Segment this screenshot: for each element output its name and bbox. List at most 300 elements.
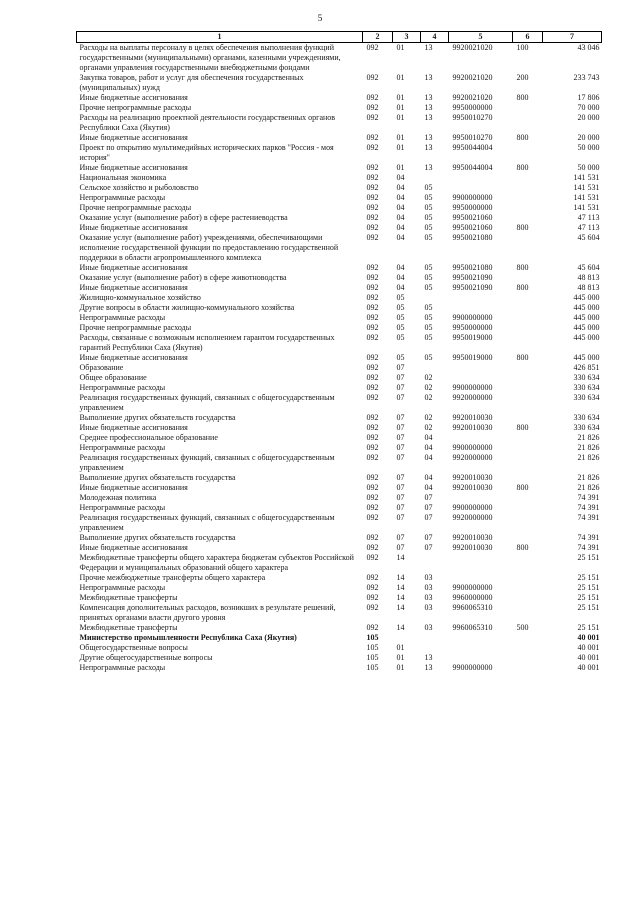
table-row: [77, 283, 602, 293]
table-row: [77, 583, 602, 593]
row-amount: 25 151: [577, 553, 600, 562]
table-row: [77, 493, 602, 503]
row-subsection-code: 05: [424, 323, 433, 332]
row-name: Непрограммные расходы: [79, 383, 166, 392]
row-subsection-code: 07: [424, 493, 433, 502]
row-target-code: 9900000000: [452, 503, 493, 512]
row-ved-code: 092: [366, 263, 379, 272]
row-ved-code: 092: [366, 183, 379, 192]
row-expense-type-code: 800: [516, 483, 529, 492]
row-section-code: 04: [396, 183, 405, 192]
row-name: Иные бюджетные ассигнования: [79, 483, 188, 492]
row-name: Непрограммные расходы: [79, 443, 166, 452]
row-subsection-code: [421, 643, 449, 653]
row-section-code: 07: [396, 443, 405, 452]
row-name: Непрограммные расходы: [79, 313, 166, 322]
row-name: Расходы на реализацию проектной деятельности государственных органов Республики Саха (Якутия): [79, 113, 336, 132]
row-name: Выполнение других обязательств государства: [79, 413, 236, 422]
row-target-code: [449, 553, 513, 573]
row-name: Реализация государственных функций, связанных с общегосударственным управлением: [79, 393, 335, 412]
row-expense-type-code: [513, 663, 543, 673]
row-ved-code: 092: [366, 373, 379, 382]
row-amount: 330 634: [573, 423, 600, 432]
row-target-code: [449, 433, 513, 443]
row-expense-type-code: 200: [516, 73, 529, 82]
row-name: Образование: [79, 363, 124, 372]
row-subsection-code: 13: [424, 133, 433, 142]
row-name: Непрограммные расходы: [79, 583, 166, 592]
table-row: [77, 173, 602, 183]
row-amount: 330 634: [573, 373, 600, 382]
row-ved-code: 092: [366, 303, 379, 312]
table-row: [77, 533, 602, 543]
column-header: 6: [513, 32, 543, 43]
row-section-code: 14: [396, 623, 405, 632]
row-amount: 45 604: [577, 263, 600, 272]
row-subsection-code: 03: [424, 573, 433, 582]
row-expense-type-code: [513, 213, 543, 223]
row-target-code: 9920010030: [452, 483, 493, 492]
row-expense-type-code: [513, 443, 543, 453]
table-row: [77, 213, 602, 223]
row-amount: 330 634: [573, 383, 600, 392]
row-amount: 74 391: [577, 503, 600, 512]
row-ved-code: 092: [366, 473, 379, 482]
row-expense-type-code: [513, 303, 543, 313]
row-amount: 74 391: [577, 543, 600, 552]
row-section-code: 01: [396, 663, 405, 672]
row-expense-type-code: [513, 313, 543, 323]
row-name: Оказание услуг (выполнение работ) учреждениями, обеспечивающими исполнение государственной функции по предоставлению государственной поддержки в области агропромышленного комплекса: [79, 233, 339, 262]
row-name: Прочие непрограммные расходы: [79, 203, 192, 212]
row-section-code: 01: [396, 643, 405, 652]
row-name: Непрограммные расходы: [79, 193, 166, 202]
row-subsection-code: 03: [424, 593, 433, 602]
row-name: Прочие непрограммные расходы: [79, 103, 192, 112]
row-expense-type-code: [513, 393, 543, 413]
table-row: [77, 143, 602, 163]
row-ved-code: 092: [366, 73, 379, 82]
row-expense-type-code: 800: [516, 543, 529, 552]
row-section-code: 07: [396, 413, 405, 422]
row-section-code: 04: [396, 173, 405, 182]
row-ved-code: 092: [366, 103, 379, 112]
row-name: Иные бюджетные ассигнования: [79, 543, 188, 552]
row-expense-type-code: [513, 373, 543, 383]
row-name: Иные бюджетные ассигнования: [79, 133, 188, 142]
row-target-code: 9950021080: [452, 233, 493, 242]
row-amount: 20 000: [577, 133, 600, 142]
row-amount: 40 001: [577, 663, 600, 672]
row-expense-type-code: 800: [516, 283, 529, 292]
row-subsection-code: [421, 633, 449, 643]
row-expense-type-code: 800: [516, 93, 529, 102]
table-row: [77, 603, 602, 623]
row-section-code: 05: [396, 323, 405, 332]
row-target-code: 9950000000: [452, 103, 493, 112]
row-target-code: [449, 643, 513, 653]
row-subsection-code: 05: [424, 233, 433, 242]
row-amount: 21 826: [577, 473, 600, 482]
table-row: [77, 43, 602, 74]
row-target-code: 9950021080: [452, 263, 493, 272]
row-expense-type-code: [513, 113, 543, 133]
row-amount: 50 000: [577, 163, 600, 172]
row-ved-code: 092: [366, 233, 379, 242]
table-row: [77, 193, 602, 203]
row-section-code: 07: [396, 373, 405, 382]
row-section-code: 05: [396, 303, 405, 312]
row-target-code: 9920000000: [452, 393, 493, 402]
table-row: [77, 643, 602, 653]
row-name: Непрограммные расходы: [79, 503, 166, 512]
row-ved-code: 092: [366, 603, 379, 612]
row-target-code: 9920010030: [452, 543, 493, 552]
row-expense-type-code: [513, 273, 543, 283]
row-amount: 20 000: [577, 113, 600, 122]
row-ved-code: 092: [366, 283, 379, 292]
row-expense-type-code: 100: [516, 43, 529, 52]
row-target-code: 9950021060: [452, 213, 493, 222]
row-expense-type-code: [513, 533, 543, 543]
row-target-code: [449, 493, 513, 503]
row-expense-type-code: [513, 363, 543, 373]
row-subsection-code: [421, 293, 449, 303]
row-name: Межбюджетные трансферты общего характера бюджетам субъектов Российской Федерации и муниципальных образований общего характера: [79, 553, 354, 572]
row-section-code: 04: [396, 263, 405, 272]
row-amount: 141 531: [573, 193, 600, 202]
row-ved-code: 092: [366, 43, 379, 52]
row-amount: 47 113: [577, 223, 600, 232]
row-ved-code: 092: [366, 353, 379, 362]
row-target-code: 9920021020: [452, 93, 493, 102]
row-section-code: 07: [396, 473, 405, 482]
row-ved-code: 092: [366, 333, 379, 342]
row-expense-type-code: [513, 193, 543, 203]
row-target-code: 9960000000: [452, 593, 493, 602]
row-section-code: 05: [396, 333, 405, 342]
row-target-code: 9960065310: [452, 623, 493, 632]
row-ved-code: 092: [366, 363, 379, 372]
table-row: [77, 663, 602, 673]
row-ved-code: 092: [366, 323, 379, 332]
row-amount: 74 391: [577, 513, 600, 522]
row-expense-type-code: 800: [516, 353, 529, 362]
row-target-code: 9950019000: [452, 333, 493, 342]
row-amount: 25 151: [577, 623, 600, 632]
row-target-code: [449, 363, 513, 373]
row-expense-type-code: [513, 653, 543, 663]
row-section-code: 04: [396, 203, 405, 212]
column-header: 2: [363, 32, 393, 43]
row-section-code: 07: [396, 513, 405, 522]
row-target-code: 9920000000: [452, 513, 493, 522]
table-row: [77, 593, 602, 603]
row-name: Среднее профессиональное образование: [79, 433, 218, 442]
row-target-code: 9900000000: [452, 193, 493, 202]
row-name: Реализация государственных функций, связанных с общегосударственным управлением: [79, 453, 335, 472]
table-row: [77, 303, 602, 313]
row-section-code: 07: [396, 543, 405, 552]
row-name: Межбюджетные трансферты: [79, 593, 178, 602]
row-ved-code: 092: [366, 93, 379, 102]
row-subsection-code: 04: [424, 443, 433, 452]
row-name: Расходы на выплаты персоналу в целях обеспечения выполнения функций государственными (муниципальными) органами, казенными учреждениями, органами управления государственными внебюджетными фондами: [79, 43, 341, 72]
row-amount: 45 604: [577, 233, 600, 242]
row-target-code: 9920010030: [452, 473, 493, 482]
row-section-code: 07: [396, 453, 405, 462]
row-amount: 40 001: [577, 633, 600, 642]
table-row: [77, 413, 602, 423]
row-subsection-code: [421, 553, 449, 573]
row-subsection-code: 04: [424, 473, 433, 482]
row-section-code: 07: [396, 433, 405, 442]
table-row: [77, 393, 602, 413]
row-amount: 47 113: [577, 213, 600, 222]
row-ved-code: 092: [366, 203, 379, 212]
row-subsection-code: 05: [424, 193, 433, 202]
row-expense-type-code: [513, 593, 543, 603]
row-section-code: 14: [396, 573, 405, 582]
row-subsection-code: 04: [424, 483, 433, 492]
table-row: [77, 203, 602, 213]
row-subsection-code: [421, 363, 449, 373]
row-ved-code: 092: [366, 543, 379, 552]
row-subsection-code: 05: [424, 263, 433, 272]
table-row: [77, 473, 602, 483]
row-amount: 426 851: [573, 363, 600, 372]
row-subsection-code: 13: [424, 73, 433, 82]
row-expense-type-code: 800: [516, 223, 529, 232]
row-name: Министерство промышленности Республика Саха (Якутия): [79, 633, 297, 642]
row-ved-code: 092: [366, 483, 379, 492]
row-target-code: 9950019000: [452, 353, 493, 362]
table-row: [77, 543, 602, 553]
row-section-code: 05: [396, 293, 405, 302]
row-expense-type-code: [513, 513, 543, 533]
row-subsection-code: 13: [424, 163, 433, 172]
row-ved-code: 092: [366, 143, 379, 152]
row-subsection-code: 05: [424, 213, 433, 222]
row-name: Иные бюджетные ассигнования: [79, 263, 188, 272]
row-ved-code: 092: [366, 553, 379, 562]
table-row: [77, 183, 602, 193]
row-subsection-code: 02: [424, 383, 433, 392]
row-target-code: [449, 653, 513, 663]
row-subsection-code: 05: [424, 303, 433, 312]
row-amount: 40 001: [577, 653, 600, 662]
row-amount: 21 826: [577, 483, 600, 492]
row-expense-type-code: [513, 493, 543, 503]
row-ved-code: 092: [366, 413, 379, 422]
row-subsection-code: 02: [424, 413, 433, 422]
row-target-code: 9950000000: [452, 203, 493, 212]
row-expense-type-code: [513, 233, 543, 263]
row-section-code: 01: [396, 113, 405, 122]
table-header-row: [77, 32, 602, 43]
row-target-code: 9920000000: [452, 453, 493, 462]
row-target-code: 9900000000: [452, 663, 493, 672]
row-amount: 25 151: [577, 593, 600, 602]
row-ved-code: 092: [366, 313, 379, 322]
row-expense-type-code: [513, 583, 543, 593]
row-expense-type-code: [513, 433, 543, 443]
row-ved-code: 092: [366, 163, 379, 172]
row-target-code: 9950021090: [452, 283, 493, 292]
row-subsection-code: 05: [424, 183, 433, 192]
row-section-code: 01: [396, 103, 405, 112]
table-row: [77, 273, 602, 283]
table-row: [77, 113, 602, 133]
page-number: 5: [317, 14, 323, 24]
table-row: [77, 293, 602, 303]
row-expense-type-code: [513, 143, 543, 163]
row-ved-code: 092: [366, 213, 379, 222]
row-ved-code: 105: [366, 653, 379, 662]
row-target-code: [449, 303, 513, 313]
row-target-code: 9900000000: [452, 443, 493, 452]
row-ved-code: 092: [366, 193, 379, 202]
row-section-code: 01: [396, 653, 405, 662]
row-subsection-code: 03: [424, 583, 433, 592]
row-subsection-code: 03: [424, 623, 433, 632]
row-name: Иные бюджетные ассигнования: [79, 353, 188, 362]
row-subsection-code: 13: [424, 663, 433, 672]
row-expense-type-code: 800: [516, 423, 529, 432]
row-name: Оказание услуг (выполнение работ) в сфере растениеводства: [79, 213, 288, 222]
row-ved-code: 092: [366, 493, 379, 502]
row-subsection-code: 07: [424, 513, 433, 522]
row-expense-type-code: [513, 453, 543, 473]
row-ved-code: 092: [366, 223, 379, 232]
row-ved-code: 092: [366, 453, 379, 462]
table-row: [77, 483, 602, 493]
row-name: Оказание услуг (выполнение работ) в сфере животноводства: [79, 273, 287, 282]
row-amount: 233 743: [573, 73, 600, 82]
row-amount: 445 000: [573, 333, 600, 342]
column-header: 3: [393, 32, 421, 43]
row-amount: 17 806: [577, 93, 600, 102]
row-ved-code: 092: [366, 593, 379, 602]
row-subsection-code: 04: [424, 453, 433, 462]
row-target-code: [449, 373, 513, 383]
row-ved-code: 092: [366, 513, 379, 522]
row-ved-code: 092: [366, 133, 379, 142]
row-subsection-code: 05: [424, 203, 433, 212]
table-row: [77, 323, 602, 333]
row-ved-code: 092: [366, 583, 379, 592]
row-name: Иные бюджетные ассигнования: [79, 283, 188, 292]
row-subsection-code: 13: [424, 93, 433, 102]
row-ved-code: 092: [366, 533, 379, 542]
row-target-code: [449, 173, 513, 183]
row-expense-type-code: 800: [516, 133, 529, 142]
row-section-code: 14: [396, 603, 405, 612]
row-expense-type-code: [513, 573, 543, 583]
row-amount: 25 151: [577, 603, 600, 612]
row-expense-type-code: [513, 503, 543, 513]
row-expense-type-code: [513, 383, 543, 393]
row-target-code: 9920010030: [452, 533, 493, 542]
row-target-code: 9900000000: [452, 583, 493, 592]
row-name: Иные бюджетные ассигнования: [79, 93, 188, 102]
row-expense-type-code: [513, 633, 543, 643]
row-section-code: 01: [396, 43, 405, 52]
row-amount: 445 000: [573, 313, 600, 322]
table-row: [77, 423, 602, 433]
row-subsection-code: 07: [424, 543, 433, 552]
row-name: Иные бюджетные ассигнования: [79, 423, 188, 432]
row-section-code: 07: [396, 483, 405, 492]
row-ved-code: 092: [366, 273, 379, 282]
row-ved-code: 092: [366, 393, 379, 402]
table-body: [77, 43, 602, 674]
row-target-code: [449, 183, 513, 193]
row-section-code: 07: [396, 493, 405, 502]
row-name: Выполнение других обязательств государства: [79, 533, 236, 542]
row-subsection-code: [421, 173, 449, 183]
table-row: [77, 633, 602, 643]
table-row: [77, 163, 602, 173]
row-amount: 74 391: [577, 533, 600, 542]
row-section-code: 07: [396, 533, 405, 542]
table-row: [77, 623, 602, 633]
table-row: [77, 383, 602, 393]
row-section-code: 04: [396, 193, 405, 202]
row-ved-code: 105: [366, 643, 379, 652]
row-target-code: 9960065310: [452, 603, 493, 612]
row-target-code: 9900000000: [452, 383, 493, 392]
row-amount: 141 531: [573, 173, 600, 182]
row-expense-type-code: [513, 553, 543, 573]
table-row: [77, 133, 602, 143]
row-name: Расходы, связанные с возможным исполнением гарантом государственных гарантий Республики Саха (Якутия): [79, 333, 335, 352]
row-name: Реализация государственных функций, связанных с общегосударственным управлением: [79, 513, 335, 532]
row-ved-code: 092: [366, 383, 379, 392]
row-amount: 50 000: [577, 143, 600, 152]
row-amount: 141 531: [573, 203, 600, 212]
row-name: Прочие непрограммные расходы: [79, 323, 192, 332]
row-section-code: 14: [396, 593, 405, 602]
row-amount: 25 151: [577, 573, 600, 582]
table-row: [77, 503, 602, 513]
row-target-code: 9920010030: [452, 423, 493, 432]
row-name: Иные бюджетные ассигнования: [79, 163, 188, 172]
row-target-code: 9950021090: [452, 273, 493, 282]
budget-table: [76, 31, 602, 673]
row-ved-code: 092: [366, 433, 379, 442]
column-header: 1: [77, 32, 363, 43]
row-amount: 48 813: [577, 283, 600, 292]
row-expense-type-code: [513, 323, 543, 333]
table-row: [77, 103, 602, 113]
row-subsection-code: 02: [424, 373, 433, 382]
row-subsection-code: 05: [424, 353, 433, 362]
table-row: [77, 553, 602, 573]
row-subsection-code: 05: [424, 313, 433, 322]
row-section-code: 04: [396, 283, 405, 292]
row-ved-code: 092: [366, 173, 379, 182]
row-expense-type-code: [513, 103, 543, 113]
row-target-code: 9920010030: [452, 413, 493, 422]
row-target-code: 9920021020: [452, 73, 493, 82]
row-name: Молодежная политика: [79, 493, 157, 502]
table-row: [77, 573, 602, 583]
row-amount: 43 046: [577, 43, 600, 52]
row-section-code: 01: [396, 73, 405, 82]
row-target-code: 9950021060: [452, 223, 493, 232]
row-amount: 445 000: [573, 293, 600, 302]
